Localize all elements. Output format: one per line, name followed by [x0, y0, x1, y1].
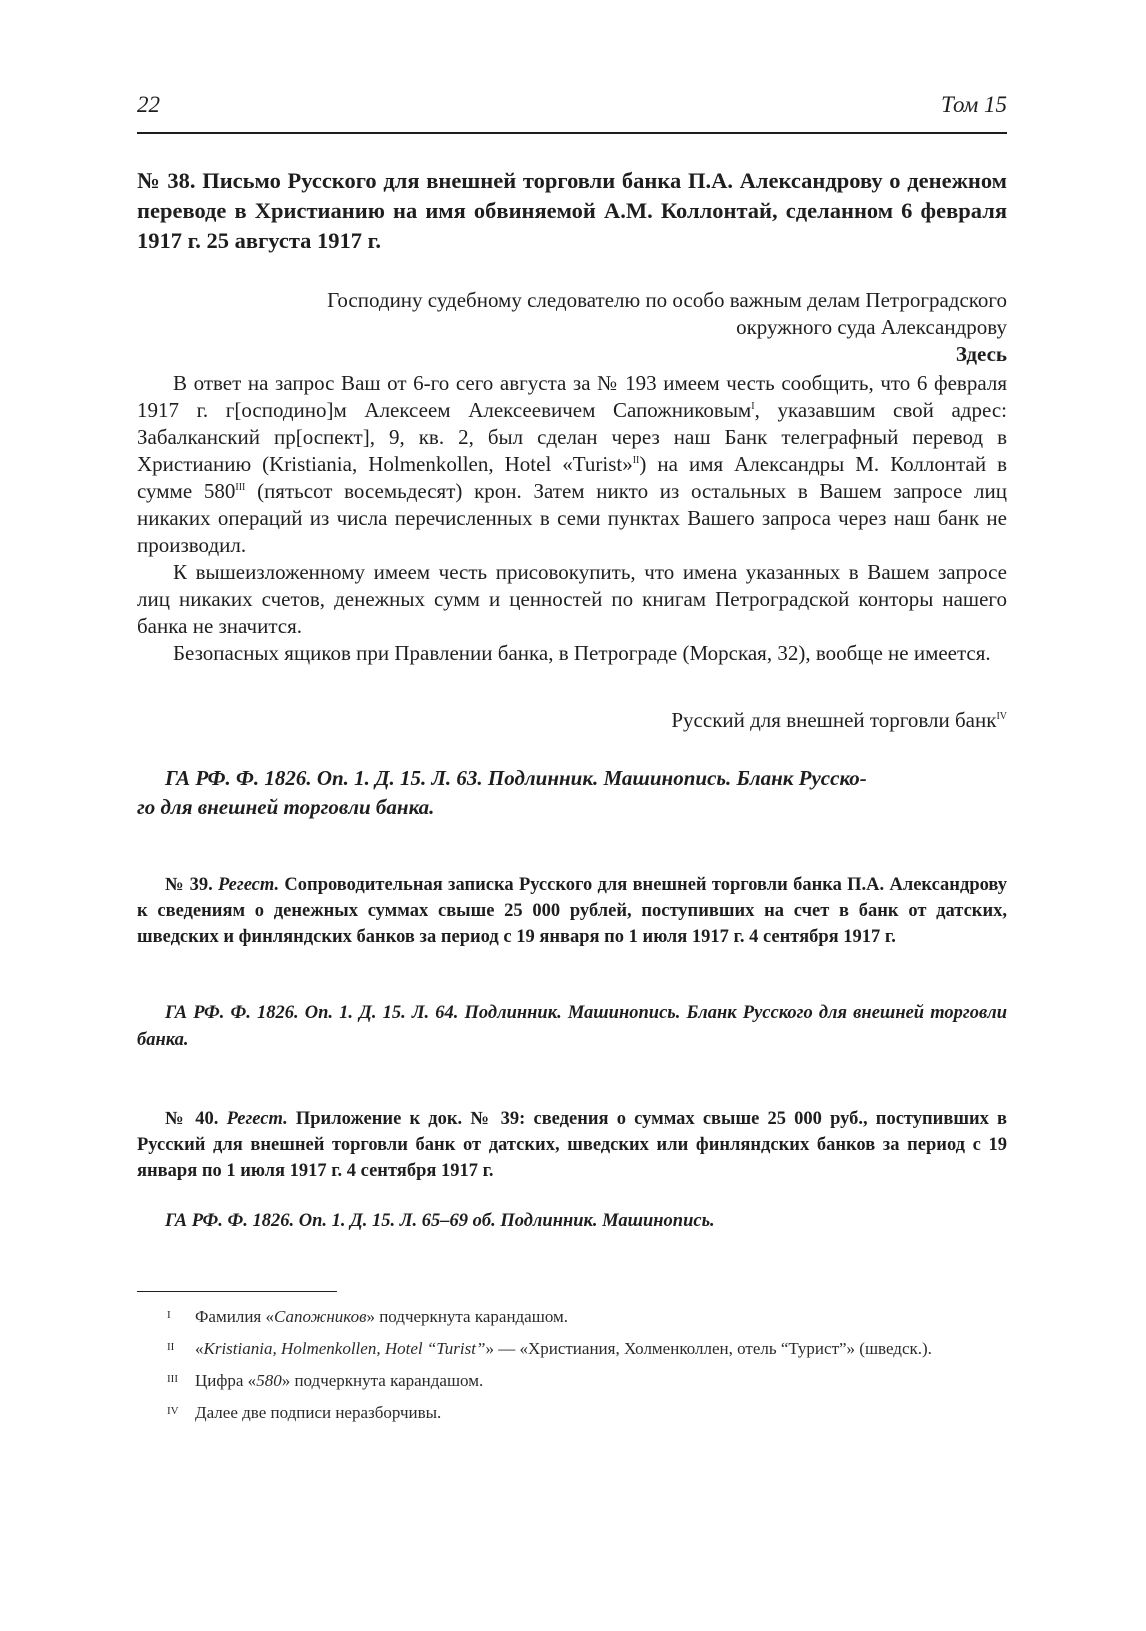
footnote-italic: 580	[256, 1371, 282, 1390]
document-40-archive-ref	[137, 1208, 1007, 1235]
footnote-4	[137, 1401, 1007, 1425]
paragraph-1-part-d: (пятьсот восемьдесят) крон. Затем никто из остальных в Вашем запросе лиц никаких операций из числа перечисленных в семи пунктах Вашего запроса через наш банк не производил.	[137, 479, 1007, 557]
paragraph-1-part-b: , указавшим свой адрес: Забалканский пр[оспект], 9, кв. 2, был сделан через наш Банк телеграфный перевод в Христианию (Kristiania, Holmenkollen, Hotel «Turist»	[137, 398, 1007, 476]
document-38-body	[137, 370, 1007, 667]
paragraph-1	[137, 370, 1007, 559]
document-40-archive-text: ГА РФ. Ф. 1826. Оп. 1. Д. 15. Л. 65–69 об. Подлинник. Машинопись.	[165, 1211, 715, 1231]
document-38-archive-ref	[137, 764, 1007, 822]
footnotes	[137, 1305, 1007, 1433]
footnote-1	[137, 1305, 1007, 1329]
footnote-text: » — «Христиания, Холменколлен, отель “Турист”» (шведск.).	[485, 1339, 932, 1358]
footnote-text: Цифра «	[195, 1371, 257, 1390]
footnote-text: Фамилия «	[195, 1307, 274, 1326]
paragraph-1-part-c: ) на имя Александры М. Коллонтай в сумме 580	[137, 452, 1008, 503]
document-39-text: Сопроводительная записка Русского для внешней торговли банка П.А. Александрову к сведениям о денежных суммах свыше 25 000 рублей, поступивших на счет в банк от датских, шведских и финляндских банков за период с 19 января по 1 июля 1917 г. 4 сентября 1917 г.	[137, 875, 1008, 947]
signature-text: Русский для внешней торговли банк	[671, 708, 997, 732]
footnote-text: Далее две подписи неразборчивы.	[195, 1403, 442, 1422]
addressee-line-1: Господину судебному следователю по особо важным делам Петроградского	[327, 288, 1007, 312]
document-38-title: № 38. Письмо Русского для внешней торговли банка П.А. Александрову о денежном переводе в Христианию на имя обвиняемой А.М. Коллонтай, сделанном 6 февраля 1917 г. 25 августа 1917 г.	[137, 168, 1007, 253]
footnote-italic: Сапожников	[273, 1307, 367, 1326]
addressee-line-2: окружного суда Александрову	[736, 315, 1007, 339]
footnote-mark: II	[167, 1341, 175, 1353]
footnote-ref-4: IV	[996, 711, 1007, 722]
paragraph-2: К вышеизложенному имеем честь присовокупить, что имена указанных в Вашем запросе лиц никаких счетов, денежных сумм и ценностей по книгам Петроградской конторы нашего банка не значится.	[137, 560, 1007, 638]
footnote-text: » подчеркнута карандашом.	[366, 1307, 569, 1326]
footnote-text: » подчеркнута карандашом.	[281, 1371, 484, 1390]
document-39-number: № 39.	[165, 875, 213, 895]
signature	[671, 707, 1007, 734]
paragraph-1-part-a: В ответ на запрос Ваш от 6-го сего августа за № 193 имеем честь сообщить, что 6 февраля 1917 г. г[осподино]м Алексеем Алексеевичем Сапожниковым	[137, 371, 1007, 422]
paragraph-3: Безопасных ящиков при Правлении банка, в Петрограде (Морская, 32), вообще не имеется.	[173, 641, 991, 665]
document-39-regest	[137, 872, 1007, 950]
volume-label: Том 15	[940, 92, 1007, 117]
document-39-archive-text: ГА РФ. Ф. 1826. Оп. 1. Д. 15. Л. 64. Подлинник. Машинопись. Бланк Русского для внешней торговли банка.	[137, 1003, 1007, 1050]
footnote-ref-2: II	[632, 455, 640, 466]
footnote-divider	[137, 1291, 337, 1292]
addressee-here: Здесь	[955, 342, 1007, 366]
footnote-ref-3: III	[235, 482, 246, 493]
footnote-2	[137, 1337, 1007, 1361]
archive-ref-line-2: го для внешней торговли банка.	[137, 795, 435, 819]
footnote-mark: I	[167, 1309, 171, 1321]
page-number: 22	[137, 92, 160, 117]
footnote-3	[137, 1369, 1007, 1393]
document-39-archive-ref	[137, 1000, 1007, 1054]
document-40-regest-label: Регест.	[226, 1109, 288, 1129]
footnote-mark: IV	[167, 1405, 179, 1417]
running-head	[137, 92, 1007, 134]
archive-ref-line-1: ГА РФ. Ф. 1826. Оп. 1. Д. 15. Л. 63. Подлинник. Машинопись. Бланк Русско-	[165, 766, 867, 790]
footnote-italic: Kristiania, Holmenkollen, Hotel “Turist”	[203, 1339, 486, 1358]
addressee-block	[137, 287, 1007, 368]
document-39-regest-label: Регест.	[218, 875, 280, 895]
footnote-mark: III	[167, 1373, 178, 1385]
footnote-text: «	[195, 1339, 204, 1358]
document-40-text: Приложение к док. № 39: сведения о суммах свыше 25 000 руб., поступивших в Русский для внешней торговли банк от датских, шведских или финляндских банков за период с 19 января по 1 июля 1917 г. 4 сентября 1917 г.	[137, 1109, 1008, 1181]
document-40-number: № 40.	[165, 1109, 219, 1129]
footnote-ref-1: I	[751, 401, 755, 412]
document-40-regest	[137, 1106, 1007, 1184]
